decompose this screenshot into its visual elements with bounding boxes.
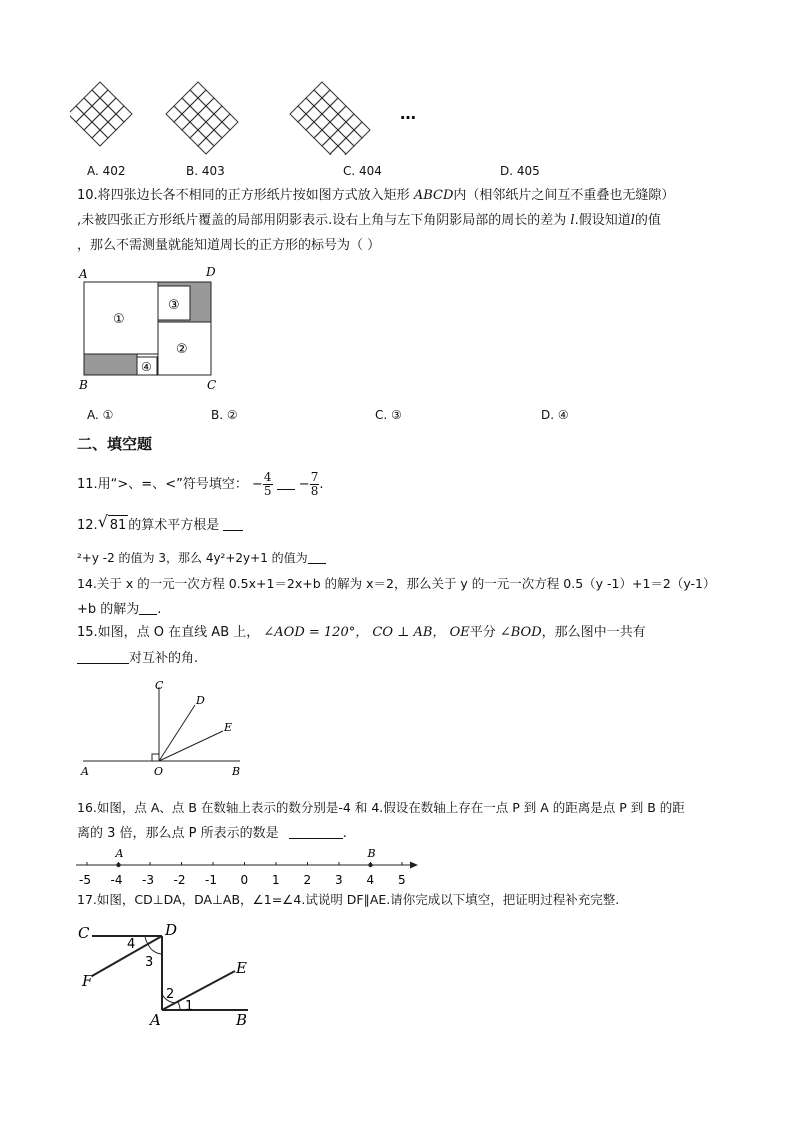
grid-cell: [214, 122, 230, 138]
angle-label-1: 1: [185, 999, 194, 1014]
grid-cell: [198, 90, 214, 106]
number-line-tick-label: -5: [79, 873, 91, 887]
label-square-2: ②: [176, 342, 188, 357]
grid-cell: [338, 122, 354, 138]
q15-angle-figure: [75, 675, 255, 785]
grid-cell: [322, 138, 338, 154]
q16-answer-blank[interactable]: [289, 824, 343, 839]
q12: 12.√ 81 的算术平方根是: [77, 515, 727, 536]
q16-line1: 16.如图，点 A、点 B 在数轴上表示的数分别是-4 和 4.假设在数轴上存在一点 P 到 A 的距离是点 P 到 B 的距: [77, 800, 685, 815]
number-line-tick-label: -2: [173, 873, 186, 887]
number-line-tick-label: -4: [110, 873, 123, 887]
section-title: 二、填空题: [77, 435, 153, 453]
grid-cell: [330, 130, 346, 146]
q16-line2: 离的 3 倍，那么点 P 所表示的数是 .: [77, 826, 347, 841]
q17-figure: [70, 918, 270, 1033]
label-square-4: ④: [141, 360, 152, 374]
angle-label-3: 3: [145, 955, 154, 970]
label-square-3: ③: [168, 298, 180, 313]
grid-cell: [190, 114, 206, 130]
grid-cell: [76, 98, 92, 114]
q10-line2: ,未被四张正方形纸片覆盖的局部用阴影表示.设右上角与左下角阴影局部的周长的差为 l.假设知道l的值: [77, 213, 661, 228]
grid-cell: [306, 122, 322, 138]
q14-line1: 14.关于 x 的一元一次方程 0.5x+1＝2x+b 的解为 x＝2，那么关于 y 的一元一次方程 0.5（y -1）+1＝2（y-1）: [77, 576, 716, 591]
grid-cell: [330, 146, 346, 155]
q9-option-a[interactable]: A. 402: [87, 164, 126, 178]
label-D: D: [165, 921, 178, 939]
label-E: E: [236, 959, 247, 977]
grid-cell: [330, 114, 346, 130]
grid-cell: [182, 122, 198, 138]
q10-option-c[interactable]: C. ③: [375, 408, 402, 422]
grid-cell: [84, 106, 100, 122]
grid-cell: [214, 106, 230, 122]
number-line-tick-label: 5: [398, 873, 406, 887]
number-line-tick-label: 3: [335, 873, 343, 887]
grid-cell: [100, 90, 116, 106]
label-C: C: [207, 378, 217, 392]
grid-cell: [298, 98, 314, 114]
diamond-grid-2: [166, 82, 238, 154]
number-line-tick-label: 0: [240, 873, 249, 887]
grid-cell: [338, 106, 354, 122]
grid-cell: [70, 106, 84, 122]
q13-answer-blank[interactable]: [308, 549, 326, 564]
grid-cell: [198, 122, 214, 138]
q10-rectangle-figure: [75, 265, 225, 393]
grid-cell: [166, 106, 182, 122]
label-O: O: [154, 765, 164, 778]
diamond-grid-3: [290, 82, 370, 155]
q15-answer-blank[interactable]: [77, 649, 129, 664]
grid-cell: [314, 130, 330, 146]
number-line-point-label-B: B: [367, 847, 376, 860]
grid-cell: [322, 122, 338, 138]
grid-cell: [222, 114, 238, 130]
grid-cell: [322, 106, 338, 122]
q13: ²+y -2 的值为 3，那么 4y²+2y+1 的值为: [77, 548, 727, 568]
grid-cell: [306, 106, 322, 122]
q16-number-line: [70, 845, 430, 890]
grid-cell: [190, 98, 206, 114]
grid-cell: [198, 106, 214, 122]
grid-cell: [92, 82, 108, 98]
angle-label-4: 4: [127, 937, 136, 952]
grid-cell: [346, 130, 362, 146]
grid-cell: [100, 106, 116, 122]
q12-answer-blank[interactable]: [223, 516, 243, 531]
grid-cell: [182, 106, 198, 122]
label-A: A: [79, 267, 88, 281]
q9-figure-row: [70, 80, 430, 155]
grid-cell: [354, 122, 370, 138]
grid-cell: [314, 114, 330, 130]
label-A: A: [81, 765, 89, 778]
grid-cell: [298, 114, 314, 130]
grid-cell: [338, 138, 354, 154]
label-D: D: [206, 265, 216, 279]
grid-cell: [346, 114, 362, 130]
grid-cell: [108, 98, 124, 114]
q9-option-c[interactable]: C. 404: [343, 164, 382, 178]
label-B: B: [79, 378, 88, 392]
label-square-1: ①: [113, 312, 125, 327]
shaded-bottom-left: [84, 354, 137, 375]
grid-cell: [314, 82, 330, 98]
grid-cell: [84, 90, 100, 106]
grid-cell: [290, 106, 306, 122]
label-E: E: [224, 721, 233, 734]
q10-option-a[interactable]: A. ①: [87, 408, 114, 422]
q9-option-d[interactable]: D. 405: [500, 164, 540, 178]
grid-cell: [92, 114, 108, 130]
number-line-tick-label: 4: [366, 873, 375, 887]
grid-cell: [190, 130, 206, 146]
label-A: A: [150, 1011, 161, 1029]
grid-cell: [314, 98, 330, 114]
q10-option-b[interactable]: B. ②: [211, 408, 238, 422]
grid-cell: [206, 114, 222, 130]
label-C: C: [155, 679, 164, 692]
grid-cell: [116, 106, 132, 122]
number-line-point-B: [368, 863, 372, 867]
number-line-tick-label: 1: [272, 873, 280, 887]
number-line-tick-label: -3: [142, 873, 154, 887]
grid-cell: [84, 122, 100, 138]
grid-cell: [330, 98, 346, 114]
diamond-grid-1: [70, 82, 132, 146]
grid-cell: [174, 98, 190, 114]
grid-cell: [198, 138, 214, 154]
grid-cell: [206, 130, 222, 146]
grid-cell: [76, 114, 92, 130]
label-B: B: [236, 1011, 248, 1029]
grid-cell: [108, 114, 124, 130]
q11-answer-blank[interactable]: [277, 475, 295, 490]
grid-cell: [92, 130, 108, 146]
label-D: D: [196, 694, 205, 707]
q15-line1: 15.如图，点 O 在直线 AB 上， ∠AOD = 120°， CO ⊥ AB， OE平分 ∠BOD，那么图中一共有: [77, 625, 646, 640]
q10-line3: ，那么不需测量就能知道周长的正方形的标号为（ ）: [77, 238, 381, 253]
q10-line1: 10.将四张边长各不相同的正方形纸片按如图方式放入矩形 ABCD内（相邻纸片之间互不重叠也无缝隙）: [77, 188, 675, 203]
q10-option-d[interactable]: D. ④: [541, 408, 569, 422]
label-F: F: [82, 972, 93, 990]
grid-cell: [174, 114, 190, 130]
q14-line2: +b 的解为 .: [77, 602, 162, 617]
grid-cell: [100, 122, 116, 138]
grid-cell: [182, 90, 198, 106]
grid-cell: [306, 90, 322, 106]
label-C: C: [78, 924, 90, 942]
q14-answer-blank[interactable]: [139, 600, 157, 615]
label-B: B: [232, 765, 241, 778]
number-line-tick-label: 2: [303, 873, 312, 887]
q11: 11.用“>、=、<”符号填空： − $\frac{4}{5}$ − $\frac{7}{8}$ .: [77, 470, 324, 498]
number-line-tick-label: -1: [205, 873, 217, 887]
grid-cell: [206, 98, 222, 114]
grid-cell: [92, 98, 108, 114]
angle-label-2: 2: [166, 987, 175, 1002]
number-line-point-A: [116, 863, 120, 867]
ellipsis: …: [400, 104, 416, 123]
grid-cell: [190, 82, 206, 98]
q17: 17.如图，CD⊥DA，DA⊥AB，∠1=∠4.试说明 DF∥AE.请你完成以下填空，把证明过程补充完整.: [77, 892, 620, 907]
number-line-point-label-A: A: [115, 847, 124, 860]
q9-option-b[interactable]: B. 403: [186, 164, 225, 178]
q15-line2: 对互补的角.: [77, 649, 727, 669]
grid-cell: [322, 90, 338, 106]
